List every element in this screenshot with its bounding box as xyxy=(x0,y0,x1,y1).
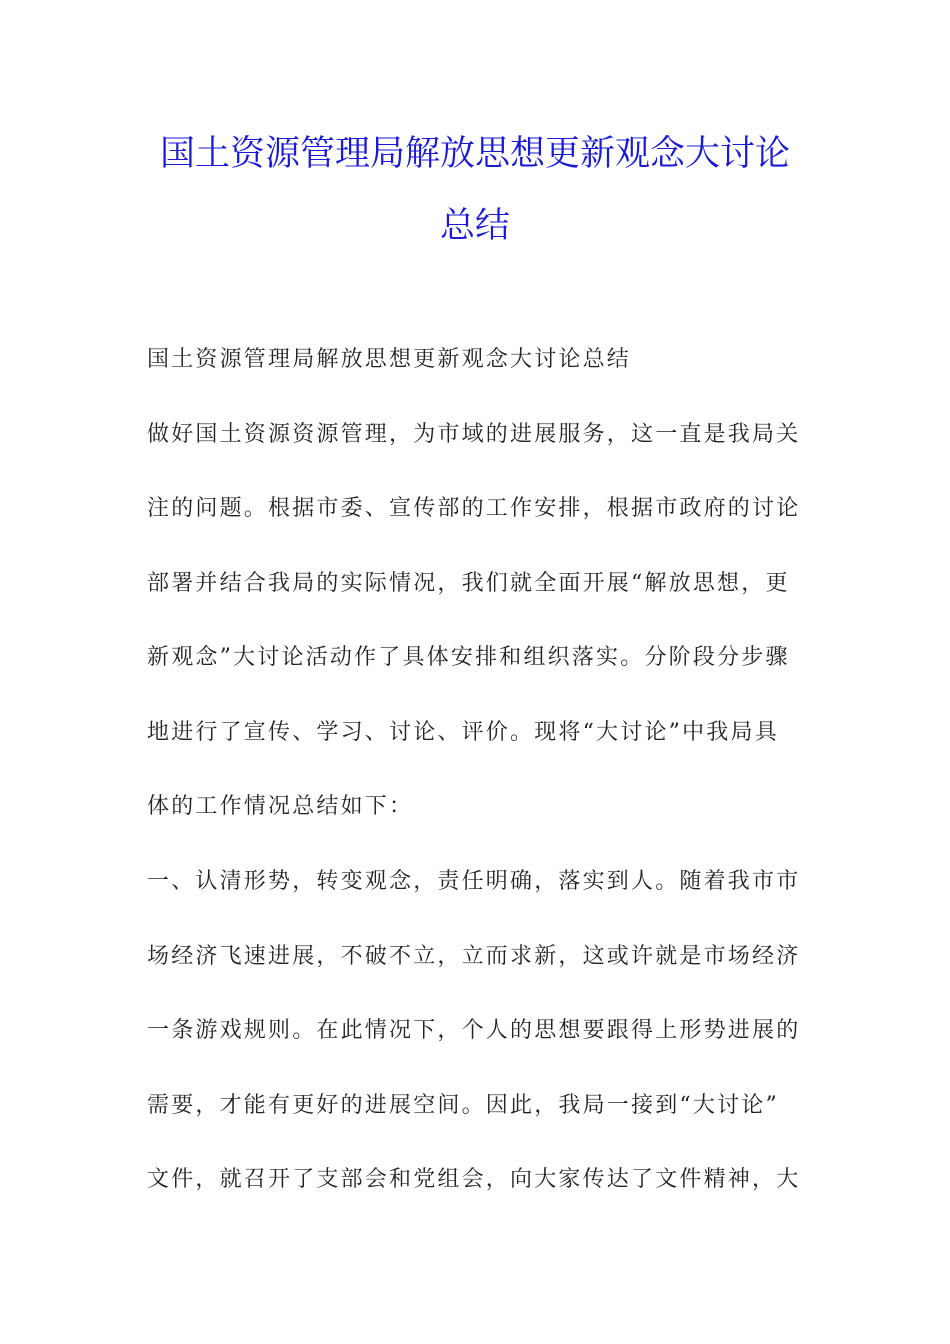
body-line: 地进行了宣传、学习、讨论、评价。现将“大讨论”中我局具 xyxy=(147,720,779,745)
body-line: 一、认清形势，转变观念，责任明确，落实到人。随着我市市 xyxy=(147,869,801,894)
body-line: 新观念”大讨论活动作了具体安排和组织落实。分阶段分步骤 xyxy=(147,645,790,670)
body-line: 注的问题。根据市委、宣传部的工作安排，根据市政府的讨论 xyxy=(147,496,801,521)
body-line: 做好国土资源资源管理，为市域的进展服务，这一直是我局关 xyxy=(147,422,801,447)
body-line: 场经济飞速进展，不破不立，立而求新，这或许就是市场经济 xyxy=(147,944,801,969)
body-line: 文件，就召开了支部会和党组会，向大家传达了文件精神，大 xyxy=(147,1167,801,1192)
document-title-line-2: 总结 xyxy=(439,206,510,246)
body-line: 体的工作情况总结如下： xyxy=(147,794,414,819)
body-line: 一条游戏规则。在此情况下，个人的思想要跟得上形势进展的 xyxy=(147,1018,801,1043)
body-line-subtitle: 国土资源管理局解放思想更新观念大讨论总结 xyxy=(147,347,632,372)
body-line: 部署并结合我局的实际情况，我们就全面开展“解放思想，更 xyxy=(147,571,790,596)
document-title-line-1: 国土资源管理局解放思想更新观念大讨论 xyxy=(159,134,790,174)
body-line: 需要，才能有更好的进展空间。因此，我局一接到“大讨论” xyxy=(147,1093,779,1118)
